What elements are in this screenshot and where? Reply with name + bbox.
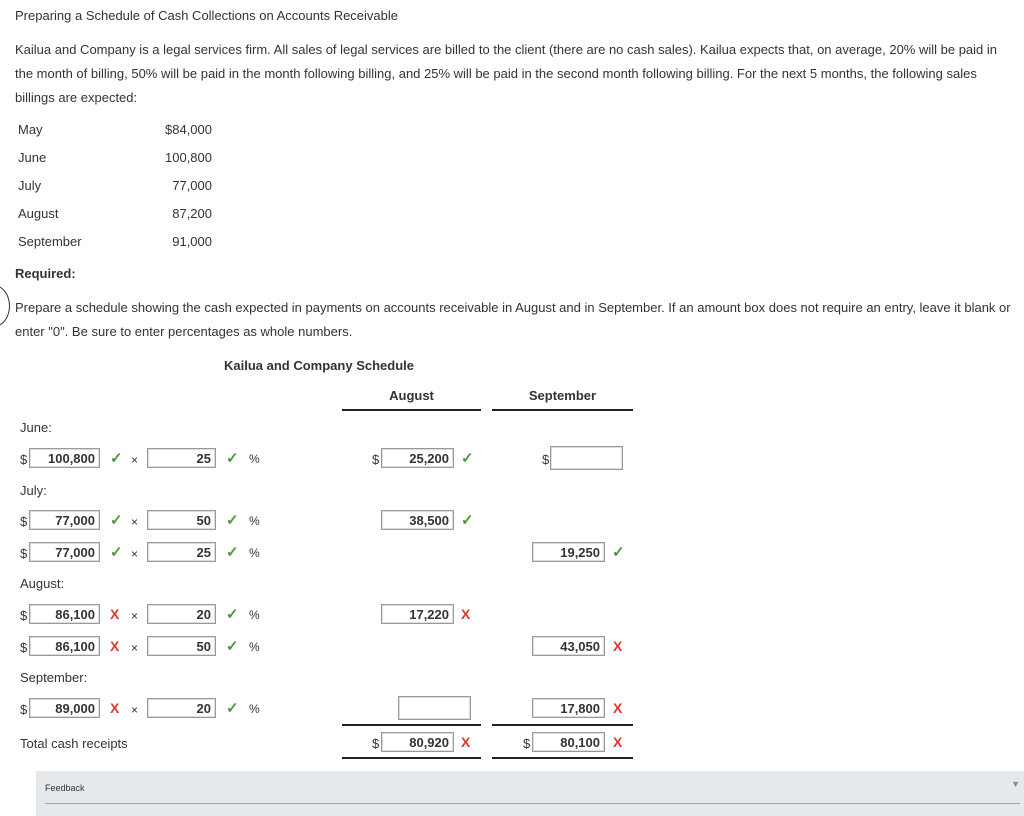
august-amount-input-1[interactable]: 86,100 [29,604,100,624]
times-icon: × [131,609,139,623]
july-september-input[interactable]: 19,250 [532,542,605,562]
incorrect-icon: X [110,700,120,716]
september-september-input[interactable]: 17,800 [532,698,605,718]
sales-month: September [18,234,82,249]
percent-sign: % [249,452,260,466]
dollar-sign: $ [20,452,28,467]
check-icon: ✓ [226,544,239,561]
feedback-divider [45,803,1020,804]
group-label-july: July: [20,483,47,498]
august-percent-input-2[interactable]: 50 [147,636,216,656]
double-rule [492,757,633,759]
total-label: Total cash receipts [20,736,128,751]
page-title: Preparing a Schedule of Cash Collections on Accounts Receivable [15,8,399,23]
august-september-input[interactable]: 43,050 [532,636,605,656]
dollar-sign: $ [20,608,28,623]
header-rule [492,409,633,411]
schedule-title: Kailua and Company Schedule [224,358,414,373]
july-august-input[interactable]: 38,500 [381,510,454,530]
sales-row [18,122,218,142]
check-icon: ✓ [226,606,239,623]
dollar-sign: $ [372,452,380,467]
september-august-input[interactable] [398,696,471,720]
incorrect-icon: X [110,606,120,622]
total-rule [492,724,633,726]
september-percent-input[interactable]: 20 [147,698,216,718]
sales-row [18,234,218,254]
dollar-sign: $ [523,736,531,751]
times-icon: × [131,641,139,655]
sales-value: 87,200 [172,206,212,221]
june-august-input[interactable]: 25,200 [381,448,454,468]
required-heading: Required: [15,266,76,281]
dollar-sign: $ [20,514,28,529]
incorrect-icon: X [110,638,120,654]
july-percent-input-1[interactable]: 50 [147,510,216,530]
total-august-input[interactable]: 80,920 [381,732,454,752]
total-rule [342,724,481,726]
check-icon: ✓ [226,450,239,467]
incorrect-icon: X [613,734,623,750]
incorrect-icon: X [461,606,471,622]
feedback-label[interactable]: Feedback [45,783,85,793]
required-text: Prepare a schedule showing the cash expected in payments on accounts receivable in August and in September. If an amount box does not require an entry, leave it blank or enter "0". Be sure to enter percentages as whole numbers. [15,300,1011,339]
july-amount-input-2[interactable]: 77,000 [29,542,100,562]
percent-sign: % [249,608,260,622]
sales-value: 91,000 [172,234,212,249]
percent-sign: % [249,702,260,716]
percent-sign: % [249,514,260,528]
sales-month: August [18,206,59,221]
total-september-input[interactable]: 80,100 [532,732,605,752]
sales-value: 100,800 [165,150,212,165]
check-icon: ✓ [612,544,625,561]
group-label-august: August: [20,576,65,591]
percent-sign: % [249,640,260,654]
times-icon: × [131,703,139,717]
sales-month: July [18,178,42,193]
percent-sign: % [249,546,260,560]
sales-row [18,178,218,198]
july-amount-input-1[interactable]: 77,000 [29,510,100,530]
group-label-june: June: [20,420,52,435]
check-icon: ✓ [110,450,123,467]
sales-row [18,206,218,226]
problem-intro: Kailua and Company is a legal services firm. All sales of legal services are billed to the client (there are no cash sales). Kailua expects that, on average, 20% will be paid in the month of billing, 50% will be paid in the month following billing, and 25% will be paid in the second month following billing. For the next 5 months, the following sales billings are expected: [15,42,998,105]
june-percent-input[interactable]: 25 [147,448,216,468]
june-amount-input[interactable]: 100,800 [29,448,100,468]
part-marker [0,285,10,327]
sales-month: June [18,150,47,165]
sales-value: 77,000 [172,178,212,193]
incorrect-icon: X [613,638,623,654]
sales-month: May [18,122,43,137]
august-amount-input-2[interactable]: 86,100 [29,636,100,656]
july-percent-input-2[interactable]: 25 [147,542,216,562]
header-rule [342,409,481,411]
column-header-september: September [528,388,597,403]
incorrect-icon: X [613,700,623,716]
column-header-august: August [389,388,434,403]
check-icon: ✓ [226,700,239,717]
chevron-down-icon[interactable]: ▼ [1011,779,1020,789]
check-icon: ✓ [110,512,123,529]
august-august-input[interactable]: 17,220 [381,604,454,624]
dollar-sign: $ [20,640,28,655]
august-percent-input-1[interactable]: 20 [147,604,216,624]
dollar-sign: $ [20,702,28,717]
check-icon: ✓ [226,512,239,529]
sales-value: $84,000 [165,122,212,137]
times-icon: × [131,515,139,529]
june-september-input[interactable] [550,446,623,470]
group-label-september: September: [20,670,88,685]
incorrect-icon: X [461,734,471,750]
sales-row [18,150,218,170]
check-icon: ✓ [461,450,474,467]
check-icon: ✓ [461,512,474,529]
times-icon: × [131,453,139,467]
dollar-sign: $ [20,546,28,561]
double-rule [342,757,481,759]
dollar-sign: $ [372,736,380,751]
check-icon: ✓ [226,638,239,655]
dollar-sign: $ [542,452,550,467]
times-icon: × [131,547,139,561]
september-amount-input[interactable]: 89,000 [29,698,100,718]
feedback-panel[interactable] [36,771,1024,816]
check-icon: ✓ [110,544,123,561]
